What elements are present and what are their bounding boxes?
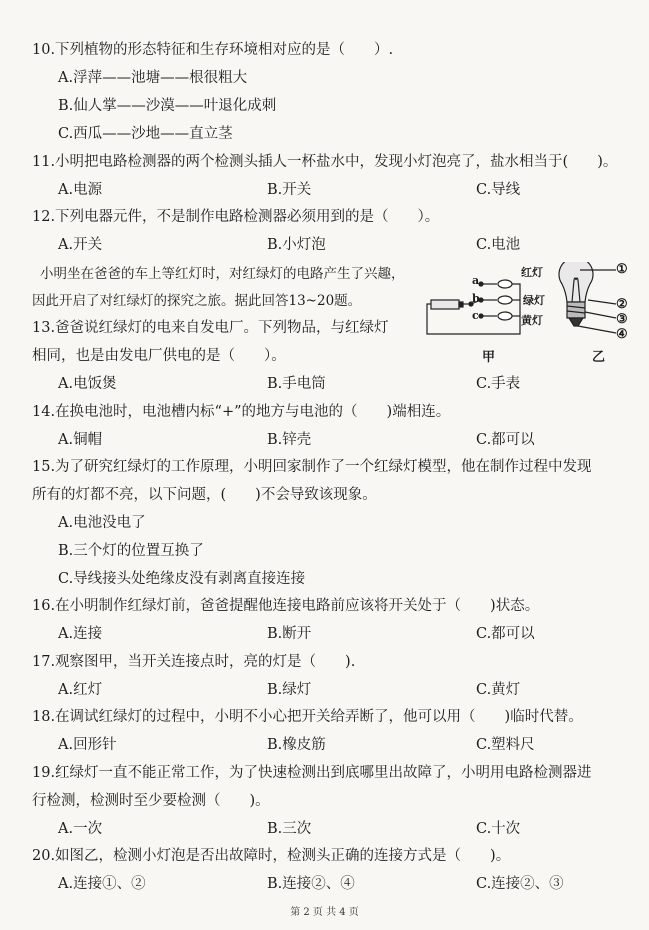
switch-label-b: b	[472, 292, 480, 305]
question-19-stem: 19.红绿灯一直不能正常工作，为了快速检测出到底哪里出故障了，小明用电路检测器进	[32, 765, 592, 781]
light-label-yellow: 黄灯	[521, 314, 543, 327]
question-18-stem: 18.在调试红绿灯的过程中，小明不小心把开关给弄断了，他可以用（ )临时代替。	[32, 709, 583, 725]
page-footer: 第 2 页 共 4 页	[290, 907, 359, 918]
question-14-option-b: B.锌壳	[267, 432, 312, 448]
question-13-stem: 13.爸爸说红绿灯的电来自发电厂。下列物品，与红绿灯	[32, 320, 389, 336]
bulb-marker-1: ①	[616, 262, 628, 277]
question-14-option-c: C.都可以	[476, 432, 535, 448]
question-12-option-b: B.小灯泡	[267, 237, 326, 253]
question-12-option-a: A.开关	[58, 237, 103, 253]
question-19-option-c: C.十次	[476, 821, 521, 837]
question-17-option-a: A.红灯	[58, 682, 103, 698]
question-15-option-c: C.导线接头处绝缘皮没有剥离直接连接	[58, 571, 306, 587]
switch-label-c: c	[472, 309, 479, 322]
bulb-marker-3: ③	[616, 312, 628, 327]
question-11-stem: 11.小明把电路检测器的两个检测头插人一杯盐水中，发现小灯泡亮了，盐水相当于( )。	[32, 154, 618, 170]
question-16-option-b: B.断开	[267, 626, 312, 642]
question-19-stem-cont: 行检测，检测时至少要检测（ )。	[32, 793, 270, 809]
question-19-option-a: A.一次	[58, 821, 103, 837]
question-12-option-c: C.电池	[476, 237, 521, 253]
bulb-marker-4: ④	[616, 327, 628, 342]
question-16-option-a: A.连接	[58, 626, 103, 642]
light-label-green: 绿灯	[523, 294, 545, 307]
question-11-option-b: B.开关	[267, 182, 312, 198]
figure-jia-caption: 甲	[482, 350, 496, 365]
question-16-stem: 16.在小明制作红绿灯前，爸爸提醒他连接电路前应该将开关处于（ )状态。	[32, 598, 540, 614]
bulb-marker-2: ②	[616, 297, 628, 312]
question-11-option-c: C.导线	[476, 182, 521, 198]
question-13-option-b: B.手电筒	[267, 376, 326, 392]
question-14-stem: 14.在换电池时，电池槽内标“+”的地方与电池的（ )端相连。	[32, 404, 451, 420]
question-20-option-a: A.连接①、②	[58, 876, 146, 892]
question-18-option-b: B.橡皮筋	[267, 737, 326, 753]
light-label-red: 红灯	[521, 266, 543, 279]
question-17-option-c: C.黄灯	[476, 682, 521, 698]
question-12-stem: 12.下列电器元件，不是制作电路检测器必须用到的是（ ）。	[32, 209, 440, 225]
question-13-stem-cont: 相同，也是由发电厂供电的是（ ）。	[32, 348, 286, 364]
intro-line-2: 因此开启了对红绿灯的探究之旅。据此回答13~20题。	[32, 293, 362, 309]
question-10-option-b: B.仙人掌——沙漠——叶退化成刺	[58, 98, 277, 114]
question-14-option-a: A.铜帽	[58, 432, 103, 448]
question-17-option-b: B.绿灯	[267, 682, 312, 698]
question-13-option-a: A.电饭煲	[58, 376, 117, 392]
question-20-option-b: B.连接②、④	[267, 876, 355, 892]
figure-jia-circuit	[425, 262, 550, 364]
question-17-stem: 17.观察图甲，当开关连接点时，亮的灯是（ ).	[32, 654, 356, 670]
question-18-option-a: A.回形针	[58, 737, 117, 753]
question-10-option-a: A.浮萍——池塘——根很粗大	[58, 70, 248, 86]
question-15-option-a: A.电池没电了	[58, 515, 146, 531]
question-18-option-c: C.塑料尺	[476, 737, 535, 753]
question-10-option-c: C.西瓜——沙地——直立茎	[58, 126, 233, 142]
question-15-stem-cont: 所有的灯都不亮，以下问题，( )不会导致该现象。	[32, 487, 377, 503]
question-16-option-c: C.都可以	[476, 626, 535, 642]
intro-line-1: 小明坐在爸爸的车上等红灯时，对红绿灯的电路产生了兴趣，	[40, 266, 405, 282]
question-19-option-b: B.三次	[267, 821, 312, 837]
question-15-stem: 15.为了研究红绿灯的工作原理，小明回家制作了一个红绿灯模型，他在制作过程中发现	[32, 459, 592, 475]
figure-yi-caption: 乙	[592, 350, 606, 365]
question-20-option-c: C.连接②、③	[476, 876, 564, 892]
question-20-stem: 20.如图乙，检测小灯泡是否出故障时，检测头正确的连接方式是（ )。	[32, 848, 511, 864]
figure-yi-bulb	[556, 262, 634, 364]
question-11-option-a: A.电源	[58, 182, 103, 198]
question-13-option-c: C.手表	[476, 376, 521, 392]
switch-label-a: a	[472, 274, 480, 287]
question-10-stem: 10.下列植物的形态特征和生存环境相对应的是（ ）.	[32, 42, 394, 58]
question-15-option-b: B.三个灯的位置互换了	[58, 543, 204, 559]
